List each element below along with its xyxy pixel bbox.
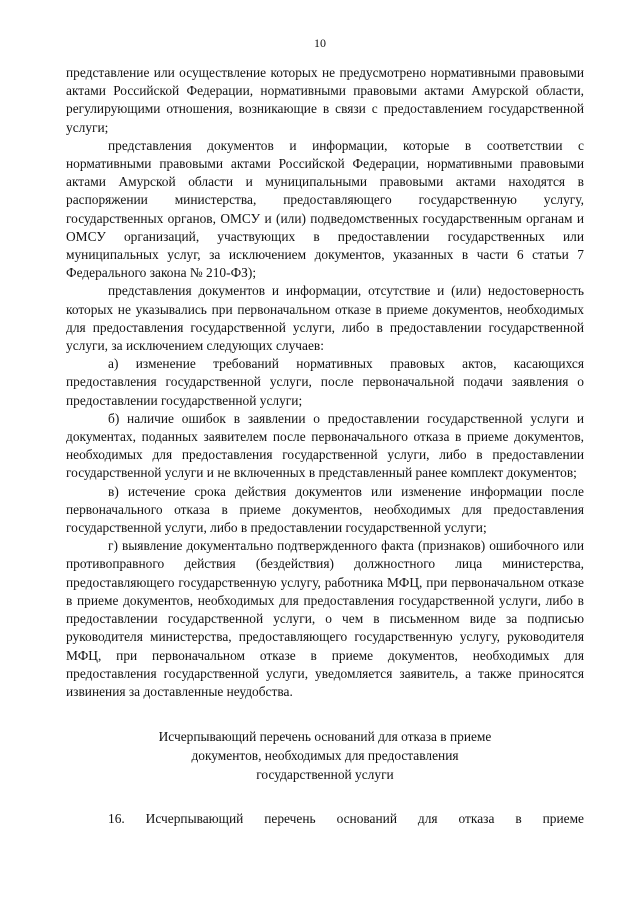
list-item-g: г) выявление документально подтвержденного факта (признаков) ошибочного или противоправного действия (бездействия) должностного лица министерства, предоставляющего государственную услугу, работника МФЦ, при первоначальном отказе в приеме документов, необходимых для предоставления государственной услуги, либо в предоставлении государственной услуги, о чем в письменном виде за подписью руководителя министерства, предоставляющего государственную услугу, руководителя МФЦ, при первоначальном отказе в приеме документов, необходимых для предоставления государственной услуги, уведомляется заявитель, а также приносятся извинения за доставленные неудобства.	[66, 538, 584, 699]
section-heading	[66, 727, 584, 784]
list-item-v: в) истечение срока действия документов или изменение информации после первоначального отказа в приеме документов, необходимых для предоставления государственной услуги, либо в предоставлении государственной услуги;	[66, 483, 584, 536]
paragraph-documents-in-possession: представления документов и информации, которые в соответствии с нормативными правовыми актами Российской Федерации, нормативными правовыми актами Амурской области и муниципальными правовыми актами находятся в распоряжении министерства, предоставляющего государственную услугу, государственных органов, ОМСУ и (или) подведомственных государственным органам и ОМСУ организаций, участвующих в предоставлении государственных или муниципальных услуг, за исключением документов, указанных в части 6 статьи 7 Федерального закона № 210-ФЗ);	[66, 137, 584, 281]
paragraph-missing-info: представления документов и информации, отсутствие и (или) недостоверность которых не указывались при первоначальном отказе в приеме документов, необходимых для предоставления государственной услуги, либо в предоставлении государственной услуги, за исключением следующих случаев:	[66, 283, 584, 354]
section-heading-line-3: государственной услуги	[256, 767, 394, 783]
section-16-start: 16. Исчерпывающий перечень оснований для отказа в приеме	[108, 811, 584, 827]
paragraph-continuation: представление или осуществление которых не предусмотрено нормативными правовыми актами Российской Федерации, нормативными правовыми актами Амурской области, регулирующими отношения, возникающие в связи с предоставлением государственной услуги;	[66, 65, 584, 135]
page-number: 10	[314, 36, 326, 50]
section-heading-line-1: Исчерпывающий перечень оснований для отказа в приеме	[158, 729, 492, 745]
section-heading-line-2: документов, необходимых для предоставления	[191, 748, 459, 764]
list-item-a: а) изменение требований нормативных правовых актов, касающихся предоставления государственной услуги, после первоначальной подачи заявления о предоставлении государственной услуги;	[66, 356, 584, 408]
list-item-b: б) наличие ошибок в заявлении о предоставлении государственной услуги и документах, поданных заявителем после первоначального отказа в приеме документов, необходимых для предоставления государственной услуги, либо в предоставлении государственной услуги и не включенных в представленный ранее комплект документов;	[66, 410, 584, 481]
document-body	[66, 64, 584, 842]
